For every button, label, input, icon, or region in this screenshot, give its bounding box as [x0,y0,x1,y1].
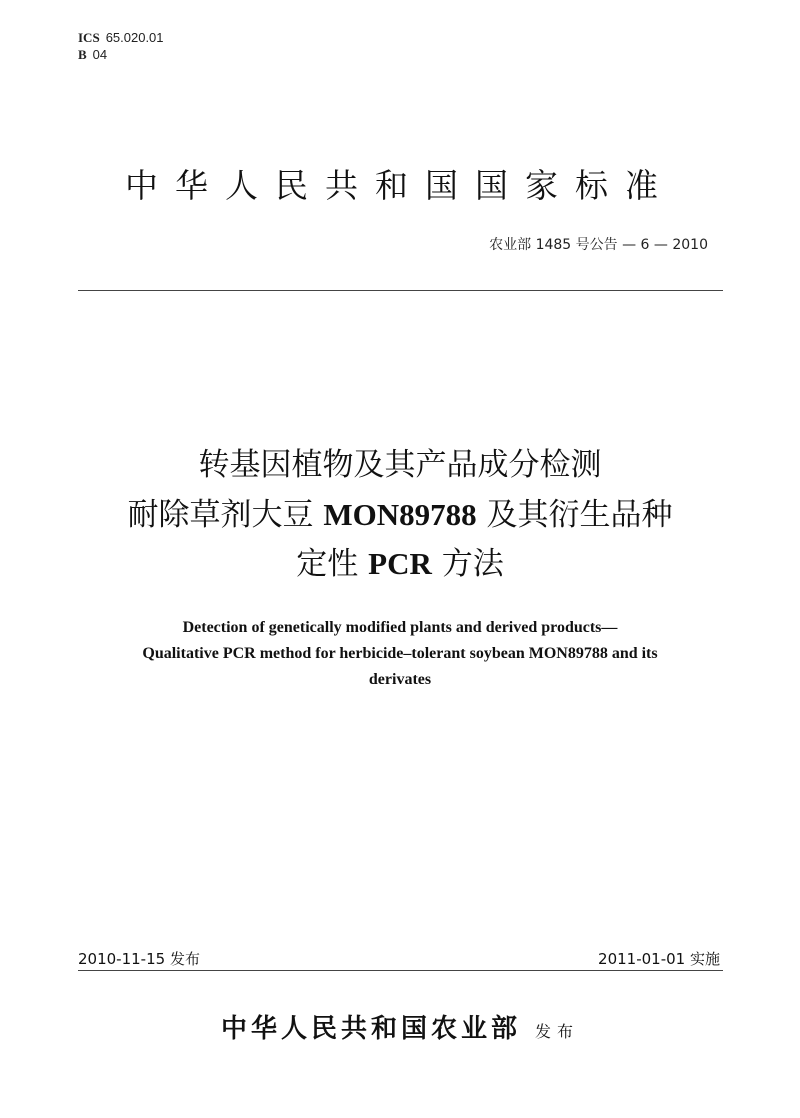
cn-title-line3-prefix: 定性 [296,546,369,582]
cn-title-line3-suffix: 方法 [431,546,504,582]
en-title-line2: Qualitative PCR method for herbicide–tolerant soybean MON89788 and its [142,645,658,662]
implementation-date: 2011-01-01 实施 [598,950,720,968]
issuer-name: 中华人民共和国农业部 [220,1014,521,1044]
classification-line [78,47,107,63]
ics-label: ICS [78,30,100,45]
cn-title-line2-suffix: 及其衍生品种 [476,497,673,533]
en-title-line1: Detection of genetically modified plants and derived products— [182,619,618,636]
standard-number: 农业部 1485 号公告 — 6 — 2010 [489,237,708,253]
issuer-action: 发布 [535,1022,580,1041]
cn-title-line2 [0,494,800,536]
footer-divider [78,970,723,971]
standard-title: 中华人民共和国国家标准 [125,166,675,205]
ics-code: 65.020.01 [105,30,164,45]
classification-label: B [78,47,87,62]
header-divider [78,290,723,291]
ics-line [78,30,164,46]
cn-title-line3 [0,543,800,585]
cn-title-line2-prefix: 耐除草剂大豆 [127,497,324,533]
cn-title-line2-code: MON89788 [323,497,477,532]
cn-title-line3-code: PCR [368,546,432,581]
cn-title-line1: 转基因植物及其产品成分检测 [198,447,602,483]
issuer-line [0,1008,800,1045]
en-title-line3: derivates [368,671,432,688]
issue-date: 2010-11-15 发布 [78,950,200,968]
classification-code: 04 [92,47,108,62]
